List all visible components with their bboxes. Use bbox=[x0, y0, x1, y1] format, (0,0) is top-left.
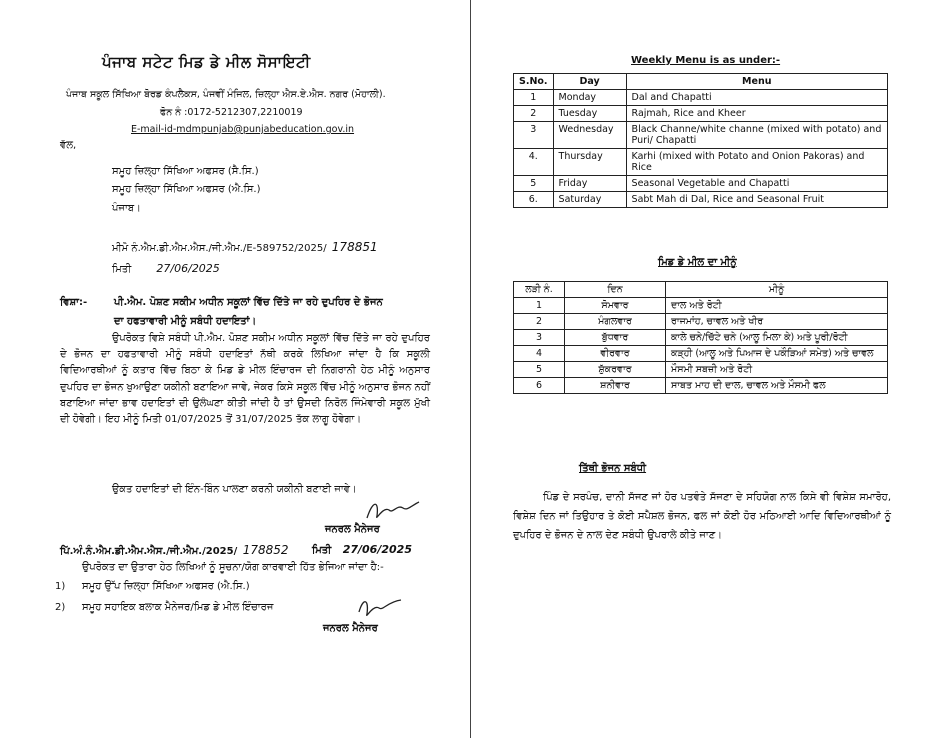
endorsement-date-value: 27/06/2025 bbox=[342, 543, 412, 556]
organization-title: ਪੰਜਾਬ ਸਟੇਟ ਮਿਡ ਡੇ ਮੀਲ ਸੋਸਾਇਟੀ bbox=[102, 53, 311, 71]
row-sno: 6. bbox=[514, 192, 554, 208]
row-sno: 3 bbox=[514, 122, 554, 149]
recipient-3: ਪੰਜਾਬ। bbox=[112, 203, 141, 214]
row-menu: ਕੜ੍ਹੀ (ਆਲੂ ਅਤੇ ਪਿਆਜ ਦੇ ਪਕੌੜਿਆਂ ਸਮੇਤ) ਅਤੇ ਚਾਵਲ bbox=[666, 346, 888, 362]
signature-2-icon bbox=[355, 592, 405, 622]
row-menu: Dal and Chapatti bbox=[626, 90, 887, 106]
table-row bbox=[514, 90, 888, 106]
row-day: ਵੀਰਵਾਰ bbox=[565, 346, 666, 362]
row-day: ਸੋਮਵਾਰ bbox=[565, 298, 666, 314]
table-row bbox=[514, 192, 888, 208]
row-serial: 3 bbox=[514, 330, 565, 346]
memo-number-handwritten: 178851 bbox=[331, 240, 378, 254]
row-sno: 4. bbox=[514, 149, 554, 176]
copy-item-1-text: ਸਮੂਹ ਉੱਪ ਜ਼ਿਲ੍ਹਾ ਸਿੱਖਿਆ ਅਫਸਰ (ਐ.ਸਿ.) bbox=[82, 581, 250, 592]
signatory-title-2: ਜਨਰਲ ਮੈਨੇਜਰ bbox=[323, 623, 378, 634]
endorsement-date bbox=[312, 543, 412, 556]
punjabi-menu-heading: ਮਿਡ ਡੇ ਮੀਲ ਦਾ ਮੀਨੂੰ bbox=[658, 257, 737, 268]
punjabi-menu-table bbox=[513, 281, 888, 394]
row-menu: Sabt Mah di Dal, Rice and Seasonal Fruit bbox=[626, 192, 887, 208]
row-day: Friday bbox=[553, 176, 626, 192]
row-sno: 5 bbox=[514, 176, 554, 192]
row-serial: 2 bbox=[514, 314, 565, 330]
row-day: Saturday bbox=[553, 192, 626, 208]
right-page bbox=[471, 0, 936, 738]
header-day: ਦਿਨ bbox=[565, 282, 666, 298]
english-menu-table bbox=[513, 73, 888, 208]
row-sno: 2 bbox=[514, 106, 554, 122]
endorsement-number-text: ਪਿੱ.ਅੰ.ਨੰ.ਐਮ.ਡੀ.ਐਮ.ਐਸ./ਜੀ.ਐਮ./2025/ bbox=[60, 546, 238, 557]
phone-number: ਫੋਨ ਨੰ :0172-5212307,2210019 bbox=[160, 107, 303, 118]
row-serial: 5 bbox=[514, 362, 565, 378]
to-label: ਵੱਲ, bbox=[60, 140, 77, 151]
header-sno: S.No. bbox=[514, 74, 554, 90]
recipient-2: ਸਮੂਹ ਜ਼ਿਲ੍ਹਾ ਸਿੱਖਿਆ ਅਫਸਰ (ਐ.ਸਿ.) bbox=[112, 184, 261, 195]
row-menu: ਦਾਲ ਅਤੇ ਰੋਟੀ bbox=[666, 298, 888, 314]
table-row bbox=[514, 176, 888, 192]
copy-item-2-number: 2) bbox=[55, 602, 66, 613]
header-serial: ਲੜੀ ਨੰ. bbox=[514, 282, 565, 298]
subject-label: ਵਿਸ਼ਾ:- bbox=[60, 297, 88, 308]
table-header-row bbox=[514, 282, 888, 298]
subject-line-1: ਪੀ.ਐਮ. ਪੋਸ਼ਣ ਸਕੀਮ ਅਧੀਨ ਸਕੂਲਾਂ ਵਿੱਚ ਦਿੱਤੇ ਜਾ ਰਹੇ ਦੁਪਹਿਰ ਦੇ ਭੋਜਨ bbox=[114, 297, 383, 308]
tithi-paragraph: ਪਿੰਡ ਦੇ ਸਰਪੰਚ, ਦਾਨੀ ਸੱਜਣ ਜਾਂ ਹੋਰ ਪਤਵੰਤੇ ਸੱਜਣਾ ਦੇ ਸਹਿਯੋਗ ਨਾਲ ਕਿਸੇ ਵੀ ਵਿਸ਼ੇਸ਼ ਸਮਾਰੋਹ, ਵਿਸ਼ੇਸ਼ ਦਿਨ ਜਾਂ ਤਿਉਹਾਰ ਤੇ ਕੋਈ ਸਪੈਸ਼ਲ ਭੋਜਨ, ਫਲ ਜਾਂ ਕੋਈ ਹੋਰ ਮਠਿਆਈ ਆਦਿ ਵਿਦਿਆਰਥੀਆਂ ਨੂੰ ਦੁਪਹਿਰ ਦੇ ਭੋਜਨ ਦੇ ਨਾਲ ਦੇਣ ਸਬੰਧੀ ਉਪਰਾਲੇ ਕੀਤੇ ਜਾਣ। bbox=[513, 492, 891, 541]
table-row bbox=[514, 378, 888, 394]
table-row bbox=[514, 298, 888, 314]
tithi-heading: ਤਿੱਥੀ ਭੋਜਨ ਸਬੰਧੀ bbox=[579, 463, 647, 474]
row-menu: ਕਾਲੇ ਚਨੇ/ਚਿੱਟੇ ਚਨੇ (ਆਲੂ ਮਿਲਾ ਕੇ) ਅਤੇ ਪੂਰੀ/ਰੋਟੀ bbox=[666, 330, 888, 346]
row-menu: Rajmah, Rice and Kheer bbox=[626, 106, 887, 122]
table-row bbox=[514, 330, 888, 346]
row-menu: ਮੌਸਮੀ ਸਬਜ਼ੀ ਅਤੇ ਰੋਟੀ bbox=[666, 362, 888, 378]
memo-number-text: ਮੀਮੋ ਨੰ.ਐਮ.ਡੀ.ਐਮ.ਐਸ./ਜੀ.ਐਮ./E-589752/2025/ bbox=[112, 243, 327, 254]
weekly-menu-heading: Weekly Menu is as under:- bbox=[631, 55, 781, 66]
table-row bbox=[514, 149, 888, 176]
endorsement-date-label: ਮਿਤੀ bbox=[312, 545, 332, 556]
copy-forward-line: ਉਪਰੋਕਤ ਦਾ ਉਤਾਰਾ ਹੇਠ ਲਿਖਿਆਂ ਨੂੰ ਸੂਚਨਾ/ਯੋਗ ਕਾਰਵਾਈ ਹਿੱਤ ਭੇਜਿਆ ਜਾਂਦਾ ਹੈ:- bbox=[82, 562, 384, 573]
memo-date-label: ਮਿਤੀ bbox=[112, 264, 132, 275]
copy-item-1-number: 1) bbox=[55, 581, 66, 592]
table-row bbox=[514, 346, 888, 362]
table-row bbox=[514, 106, 888, 122]
row-menu: ਰਾਜਮਾਂਹ, ਚਾਵਲ ਅਤੇ ਖੀਰ bbox=[666, 314, 888, 330]
row-day: ਮੰਗਲਵਾਰ bbox=[565, 314, 666, 330]
row-sno: 1 bbox=[514, 90, 554, 106]
row-day: Tuesday bbox=[553, 106, 626, 122]
row-day: Thursday bbox=[553, 149, 626, 176]
memo-number bbox=[112, 240, 378, 254]
recipient-1: ਸਮੂਹ ਜ਼ਿਲ੍ਹਾ ਸਿੱਖਿਆ ਅਫਸਰ (ਸੈ.ਸਿ.) bbox=[112, 166, 259, 177]
compliance-line: ਉਕਤ ਹਦਾਇਤਾਂ ਦੀ ਇੰਨ-ਬਿੰਨ ਪਾਲਣਾ ਕਰਨੀ ਯਕੀਨੀ ਬਣਾਈ ਜਾਵੇ। bbox=[112, 484, 357, 495]
memo-date bbox=[112, 262, 220, 275]
row-day: Wednesday bbox=[553, 122, 626, 149]
table-header-row bbox=[514, 74, 888, 90]
row-serial: 6 bbox=[514, 378, 565, 394]
row-day: ਬੁੱਧਵਾਰ bbox=[565, 330, 666, 346]
row-serial: 4 bbox=[514, 346, 565, 362]
row-day: Monday bbox=[553, 90, 626, 106]
memo-date-value: 27/06/2025 bbox=[156, 262, 220, 275]
email-link[interactable]: E-mail-id-mdmpunjab@punjabeducation.gov.in bbox=[131, 124, 355, 135]
row-menu: ਸਾਬਤ ਮਾਹ ਦੀ ਦਾਲ, ਚਾਵਲ ਅਤੇ ਮੌਸਮੀ ਫਲ bbox=[666, 378, 888, 394]
table-row bbox=[514, 122, 888, 149]
signature-1-icon bbox=[363, 496, 423, 526]
subject-line-2: ਦਾ ਹਫਤਾਵਾਰੀ ਮੀਨੂੰ ਸਬੰਧੀ ਹਦਾਇਤਾਂ। bbox=[114, 316, 257, 327]
table-row bbox=[514, 314, 888, 330]
body-paragraph: ਉਪਰੋਕਤ ਵਿਸ਼ੇ ਸਬੰਧੀ ਪੀ.ਐਮ. ਪੋਸ਼ਣ ਸਕੀਮ ਅਧੀਨ ਸਕੂਲਾਂ ਵਿੱਚ ਦਿੱਤੇ ਜਾ ਰਹੇ ਦੁਪਹਿਰ ਦੇ ਭੋਜਨ ਦਾ ਹਫਤਾਵਾਰੀ ਮੀਨੂੰ ਸਬੰਧੀ ਹਦਾਇਤਾਂ ਨੱਥੀ ਕਰਕੇ ਲਿਖਿਆ ਜਾਂਦਾ ਹੈ ਕਿ ਸਕੂਲੀ ਵਿਦਿਆਰਥੀਆਂ ਨੂੰ ਕਤਾਰ ਵਿੱਚ ਬਿਠਾ ਕੇ ਮਿਡ ਡੇ ਮੀਲ ਇੰਚਾਰਜ ਦੀ ਨਿਗਰਾਨੀ ਹੇਠ ਮੀਨੂੰ ਅਨੁਸਾਰ ਦੁਪਹਿਰ ਦਾ ਭੋਜਨ ਖੁਆਉਣਾ ਯਕੀਨੀ ਬਣਾਇਆ ਜਾਵੇ, ਜੇਕਰ ਕਿਸੇ ਸਕੂਲ ਵਿੱਚ ਮੀਨੂੰ ਅਨੁਸਾਰ ਭੋਜਨ ਨਹੀਂ ਬਣਾਇਆ ਜਾਂਦਾ ਭਾਵ ਹਦਾਇਤਾਂ ਦੀ ਉਲੰਘਣਾ ਕੀਤੀ ਜਾਂਦੀ ਹੈ ਤਾਂ ਉਸਦੀ ਨਿਰੋਲ ਜਿੰਮੇਵਾਰੀ ਸਕੂਲ ਮੁੱਖੀ ਦੀ ਹੋਵੇਗੀ। ਇਹ ਮੀਨੂੰ ਮਿਤੀ 01/07/2025 ਤੋਂ 31/07/2025 ਤੱਕ ਲਾਗੂ ਹੋਵੇਗਾ। bbox=[60, 333, 430, 426]
endorsement-number-handwritten: 178852 bbox=[242, 543, 289, 557]
header-menu: Menu bbox=[626, 74, 887, 90]
endorsement-number bbox=[60, 543, 289, 557]
signatory-title: ਜਨਰਲ ਮੈਨੇਜਰ bbox=[325, 524, 380, 535]
row-day: ਸ਼ਨੀਵਾਰ bbox=[565, 378, 666, 394]
header-day: Day bbox=[553, 74, 626, 90]
copy-item-2-text: ਸਮੂਹ ਸਹਾਇਕ ਬਲਾਕ ਮੈਨੇਜਰ/ਮਿਡ ਡੇ ਮੀਲ ਇੰਚਾਰਜ bbox=[82, 602, 274, 613]
row-menu: Karhi (mixed with Potato and Onion Pakoras) and Rice bbox=[626, 149, 887, 176]
row-serial: 1 bbox=[514, 298, 565, 314]
organization-address: ਪੰਜਾਬ ਸਕੂਲ ਸਿੱਖਿਆ ਬੋਰਡ ਕੰਪਲੈਕਸ, ਪੰਜਵੀਂ ਮੰਜਿਲ, ਜ਼ਿਲ੍ਹਾ ਐਸ.ਏ.ਐਸ. ਨਗਰ (ਮੋਹਾਲੀ). bbox=[66, 89, 386, 100]
header-menu: ਮੀਨੂੰ bbox=[666, 282, 888, 298]
row-menu: Black Channe/white channe (mixed with potato) and Puri/ Chapatti bbox=[626, 122, 887, 149]
row-day: ਸ਼ੁੱਕਰਵਾਰ bbox=[565, 362, 666, 378]
row-menu: Seasonal Vegetable and Chapatti bbox=[626, 176, 887, 192]
table-row bbox=[514, 362, 888, 378]
